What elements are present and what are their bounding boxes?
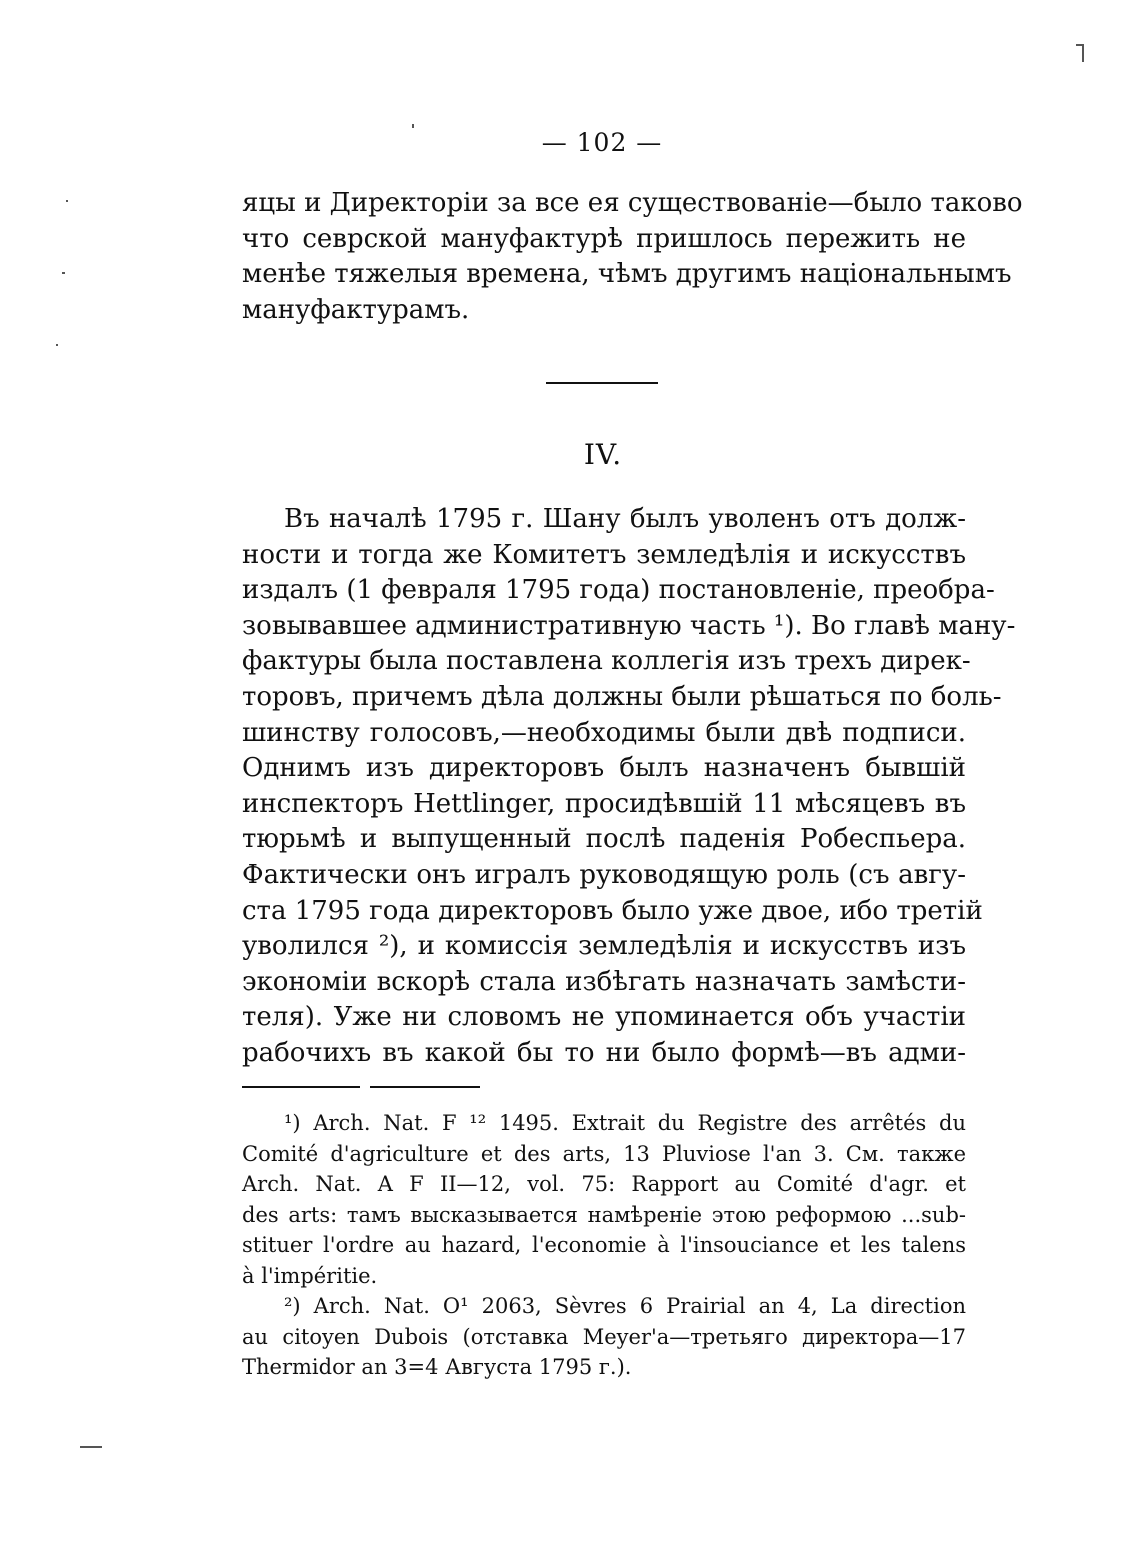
- text-line: издалъ (1 февраля 1795 года) постановленіе, преобра-: [242, 575, 995, 606]
- text-line: шинству голосовъ,—необходимы были двѣ подписи.: [242, 717, 966, 748]
- page-number: — 102 —: [541, 128, 663, 157]
- footnote-line: au citoyen Dubois (отставка Meyer'а—третьяго директора—17: [242, 1324, 966, 1349]
- text-line: теля). Уже ни словомъ не упоминается объ участіи: [242, 1002, 966, 1033]
- footnote-2: [242, 1291, 966, 1383]
- text-line: что севрской мануфактурѣ пришлось пережить не: [242, 223, 966, 254]
- text-line: Фактически онъ игралъ руководящую роль (съ авгу-: [242, 859, 966, 890]
- body-paragraph: [242, 502, 1016, 1072]
- text-line: инспекторъ Hettlinger, просидѣвшій 11 мѣсяцевъ въ: [242, 788, 966, 819]
- scan-speck: [62, 272, 65, 274]
- text-line: Однимъ изъ директоровъ былъ назначенъ бывшій: [242, 753, 966, 784]
- text-line: ста 1795 года директоровъ было уже двое, ибо третій: [242, 895, 983, 926]
- section-heading: IV.: [583, 438, 623, 471]
- scan-speck: [66, 200, 68, 202]
- text-line: тюрьмѣ и выпущенный послѣ паденія Робеспьера.: [242, 824, 966, 855]
- section-divider: [546, 382, 658, 384]
- footnote-line: Arch. Nat. A F II—12, vol. 75: Rapport au Comité d'agr. et: [242, 1172, 966, 1196]
- footnote-rule: [242, 1086, 360, 1088]
- text-line: рабочихъ въ какой бы то ни было формѣ—въ адми-: [242, 1037, 966, 1068]
- scan-speck: [1082, 44, 1084, 62]
- footnote-line: stituer l'ordre au hazard, l'economie à l'insouciance et les talens: [242, 1233, 966, 1257]
- footnote-line: Comité d'agriculture et des arts, 13 Pluviose l'an 3. См. также: [242, 1141, 966, 1166]
- text-line: фактуры была поставлена коллегія изъ трехъ дирек-: [242, 646, 971, 677]
- footnotes: [242, 1108, 966, 1383]
- text-line: уволился ²), и комиссія земледѣлія и искусствъ изъ: [242, 931, 966, 962]
- text-line: яцы и Директоріи за все ея существованіе—было таково: [242, 188, 1023, 218]
- footnote-line: à l'impéritie.: [242, 1263, 378, 1288]
- footnote-line: Thermidor an 3=4 Августа 1795 г.).: [242, 1355, 632, 1379]
- scan-speck: [56, 344, 58, 346]
- scan-speck: [412, 124, 414, 128]
- text-line: зовывавшее административную часть ¹). Во главѣ ману-: [242, 610, 1016, 641]
- footnote-line: des arts: тамъ высказывается намѣреніе этою реформою ...sub-: [242, 1202, 966, 1227]
- scan-speck: [80, 1446, 102, 1448]
- text-line: Въ началѣ 1795 г. Шану былъ уволенъ отъ долж-: [284, 504, 966, 534]
- footnote-1: [242, 1108, 966, 1291]
- footnote-line: ¹) Arch. Nat. F ¹² 1495. Extrait du Registre des arrêtés du: [284, 1111, 966, 1135]
- scan-speck: [1076, 44, 1083, 46]
- footnote-line: ²) Arch. Nat. O¹ 2063, Sèvres 6 Prairial an 4, La direction: [284, 1294, 966, 1318]
- text-line: менѣе тяжелыя времена, чѣмъ другимъ національнымъ: [242, 259, 1012, 290]
- footnote-rule: [370, 1086, 480, 1088]
- text-line: ности и тогда же Комитетъ земледѣлія и искусствъ: [242, 539, 966, 570]
- text-line: торовъ, причемъ дѣла должны были рѣшаться по боль-: [242, 681, 1002, 712]
- lead-paragraph: [242, 186, 1023, 328]
- text-line: мануфактурамъ.: [242, 294, 470, 325]
- text-line: экономіи вскорѣ стала избѣгать назначать замѣсти-: [242, 966, 966, 997]
